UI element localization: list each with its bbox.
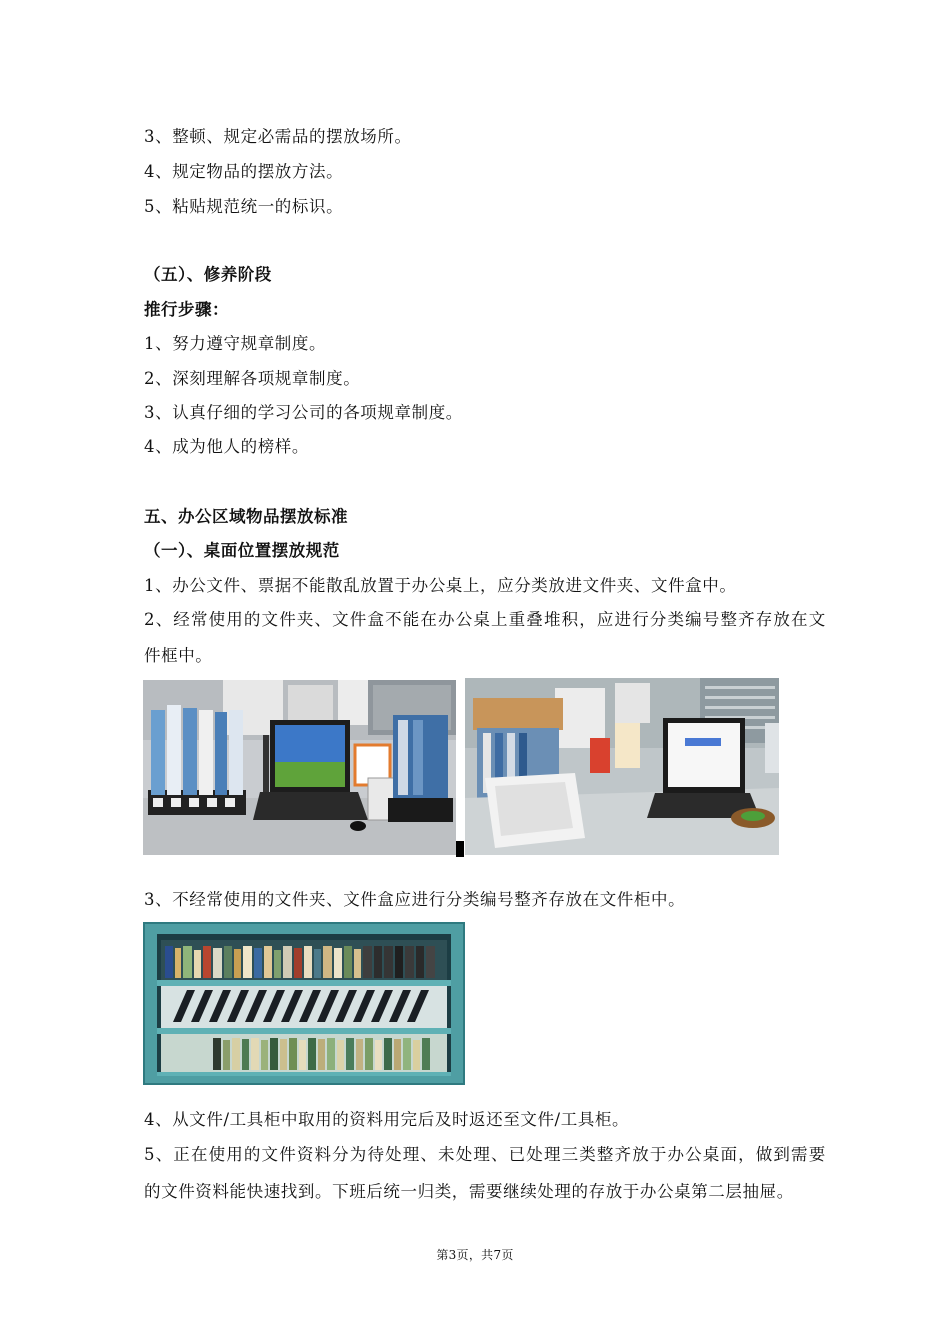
section-heading: （五）、修养阶段 xyxy=(144,265,272,284)
text-line: 件框中。 xyxy=(144,646,213,665)
desk-photo-1 xyxy=(143,680,456,855)
photo-edge-mark xyxy=(456,841,464,857)
text-line: 3、不经常使用的文件夹、文件盒应进行分类编号整齐存放在文件柜中。 xyxy=(144,890,686,909)
text-line: 2、深刻理解各项规章制度。 xyxy=(144,369,361,388)
sub-heading: （一）、桌面位置摆放规范 xyxy=(144,541,340,560)
text-line: 3、认真仔细的学习公司的各项规章制度。 xyxy=(144,403,463,422)
text-line: 1、努力遵守规章制度。 xyxy=(144,334,327,353)
text-line: 5、粘贴规范统一的标识。 xyxy=(144,197,344,216)
section-heading: 五、办公区域物品摆放标准 xyxy=(144,507,348,526)
text-line: 3、整顿、规定必需品的摆放场所。 xyxy=(144,127,412,146)
text-line: 2、经常使用的文件夹、文件盒不能在办公桌上重叠堆积，应进行分类编号整齐存放在文 xyxy=(144,610,827,629)
page-footer: 第3页，共7页 xyxy=(436,1248,514,1262)
text-line: 4、规定物品的摆放方法。 xyxy=(144,162,344,181)
sub-heading: 推行步骤： xyxy=(144,300,229,319)
text-line: 4、从文件/工具柜中取用的资料用完后及时返还至文件/工具柜。 xyxy=(144,1110,630,1129)
text-line: 4、成为他人的榜样。 xyxy=(144,437,309,456)
text-line: 1、办公文件、票据不能散乱放置于办公桌上，应分类放进文件夹、文件盒中。 xyxy=(144,576,737,595)
bookshelf-photo xyxy=(143,922,465,1085)
text-line: 5、正在使用的文件资料分为待处理、未处理、已处理三类整齐放于办公桌面，做到需要 xyxy=(144,1145,827,1164)
text-line: 的文件资料能快速找到。下班后统一归类，需要继续处理的存放于办公桌第二层抽屉。 xyxy=(144,1182,794,1201)
desk-photo-2 xyxy=(465,678,779,855)
